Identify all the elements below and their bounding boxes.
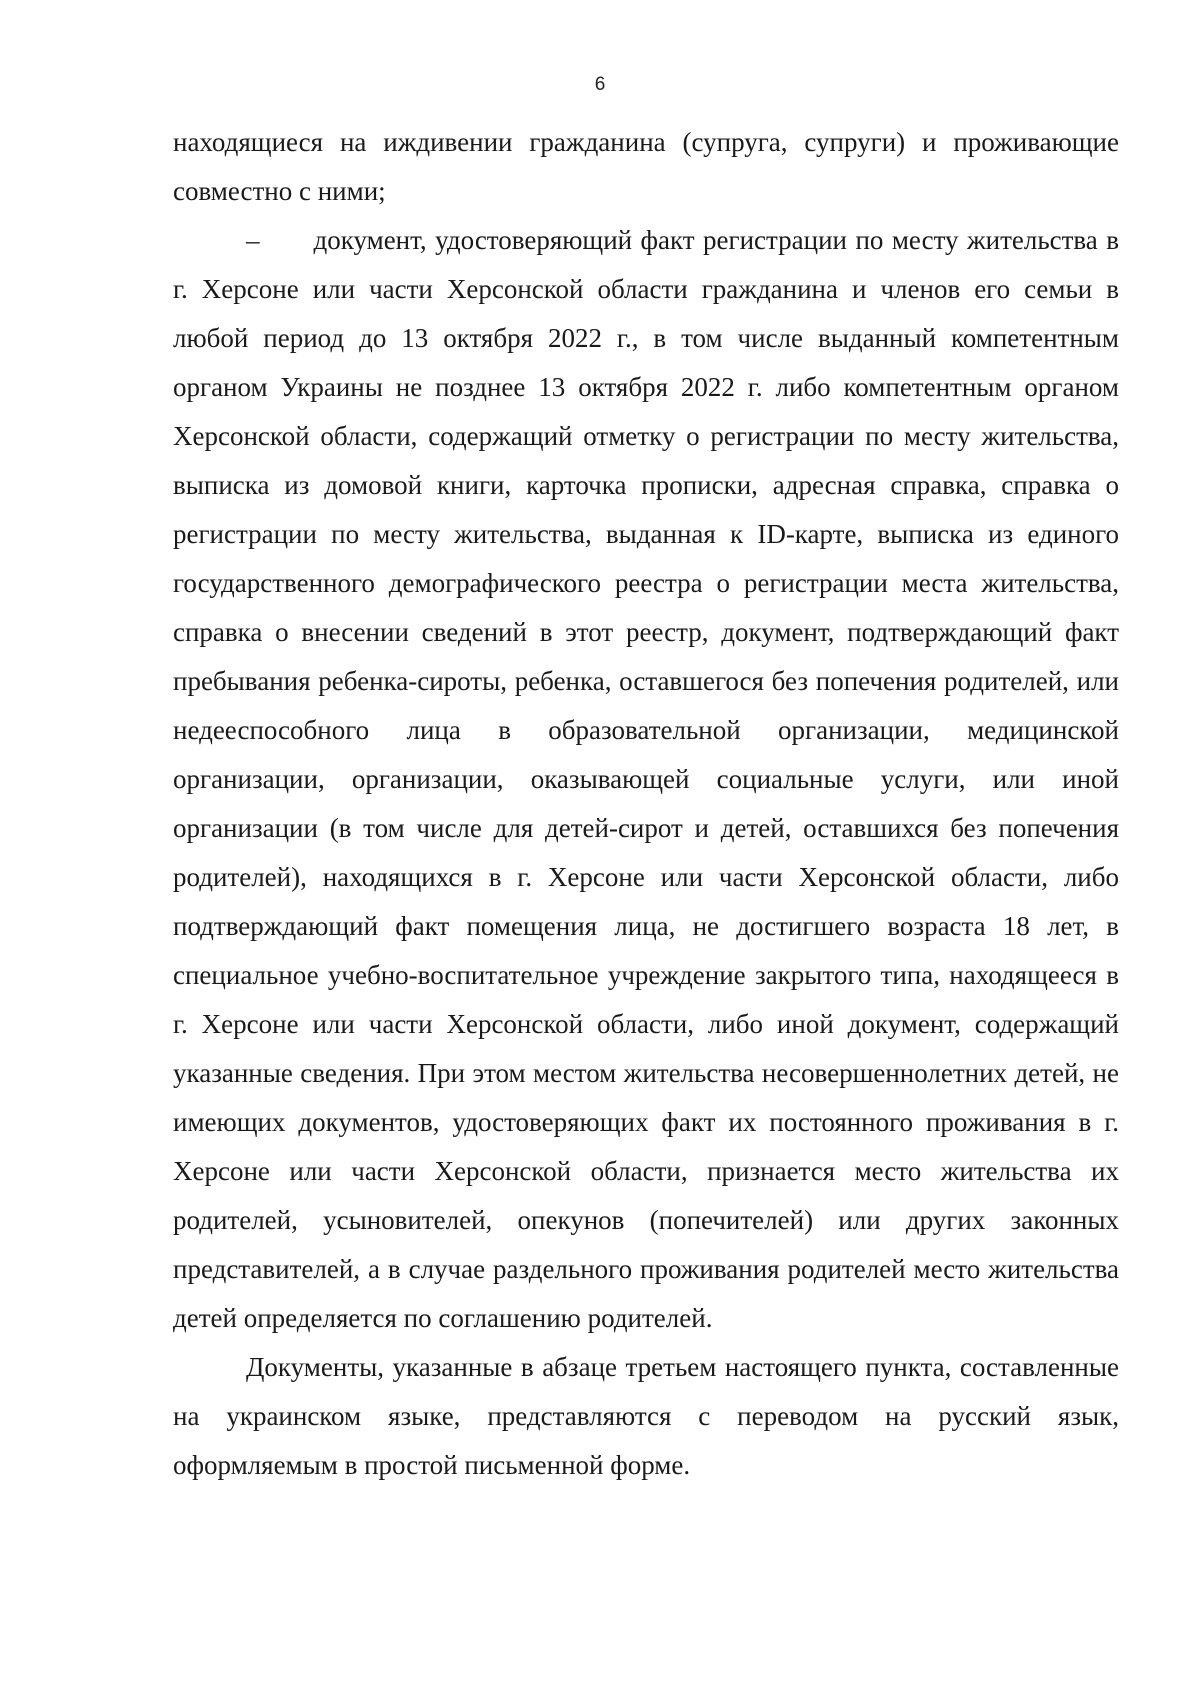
document-body [173,118,1119,1490]
paragraph-registration-document: – документ, удостоверяющий факт регистрации по месту жительства в г. Херсоне или части Херсонской области гражданина и членов его семьи в любой период до 13 октября 2022 г., в том числе выданный компетентным органом Украины не позднее 13 октября 2022 г. либо компетентным органом Херсонской области, содержащий отметку о регистрации по месту жительства, выписка из домовой книги, карточка прописки, адресная справка, справка о регистрации по месту жительства, выданная к ID-карте, выписка из единого государственного демографического реестра о регистрации места жительства, справка о внесении сведений в этот реестр, документ, подтверждающий факт пребывания ребенка-сироты, ребенка, оставшегося без попечения родителей, или недееспособного лица в образовательной организации, медицинской организации, организации, оказывающей социальные услуги, или иной организации (в том числе для детей-сирот и детей, оставшихся без попечения родителей), находящихся в г. Херсоне или части Херсонской области, либо подтверждающий факт помещения лица, не достигшего возраста 18 лет, в специальное учебно-воспитательное учреждение закрытого типа, находящееся в г. Херсоне или части Херсонской области, либо иной документ, содержащий указанные сведения. При этом местом жительства несовершеннолетних детей, не имеющих документов, удостоверяющих факт их постоянного проживания в г. Херсоне или части Херсонской области, признается место жительства их родителей, усыновителей, опекунов (попечителей) или других законных представителей, а в случае раздельного проживания родителей место жительства детей определяется по соглашению родителей. [173,225,1119,1333]
page-number: 6 [594,74,606,95]
paragraph-continuation: находящиеся на иждивении гражданина (супруга, супруги) и проживающие совместно с ними; [173,127,1119,206]
paragraph-translation-requirement: Документы, указанные в абзаце третьем настоящего пункта, составленные на украинском языке, представляются с переводом на русский язык, оформляемым в простой письменной форме. [173,1352,1119,1480]
